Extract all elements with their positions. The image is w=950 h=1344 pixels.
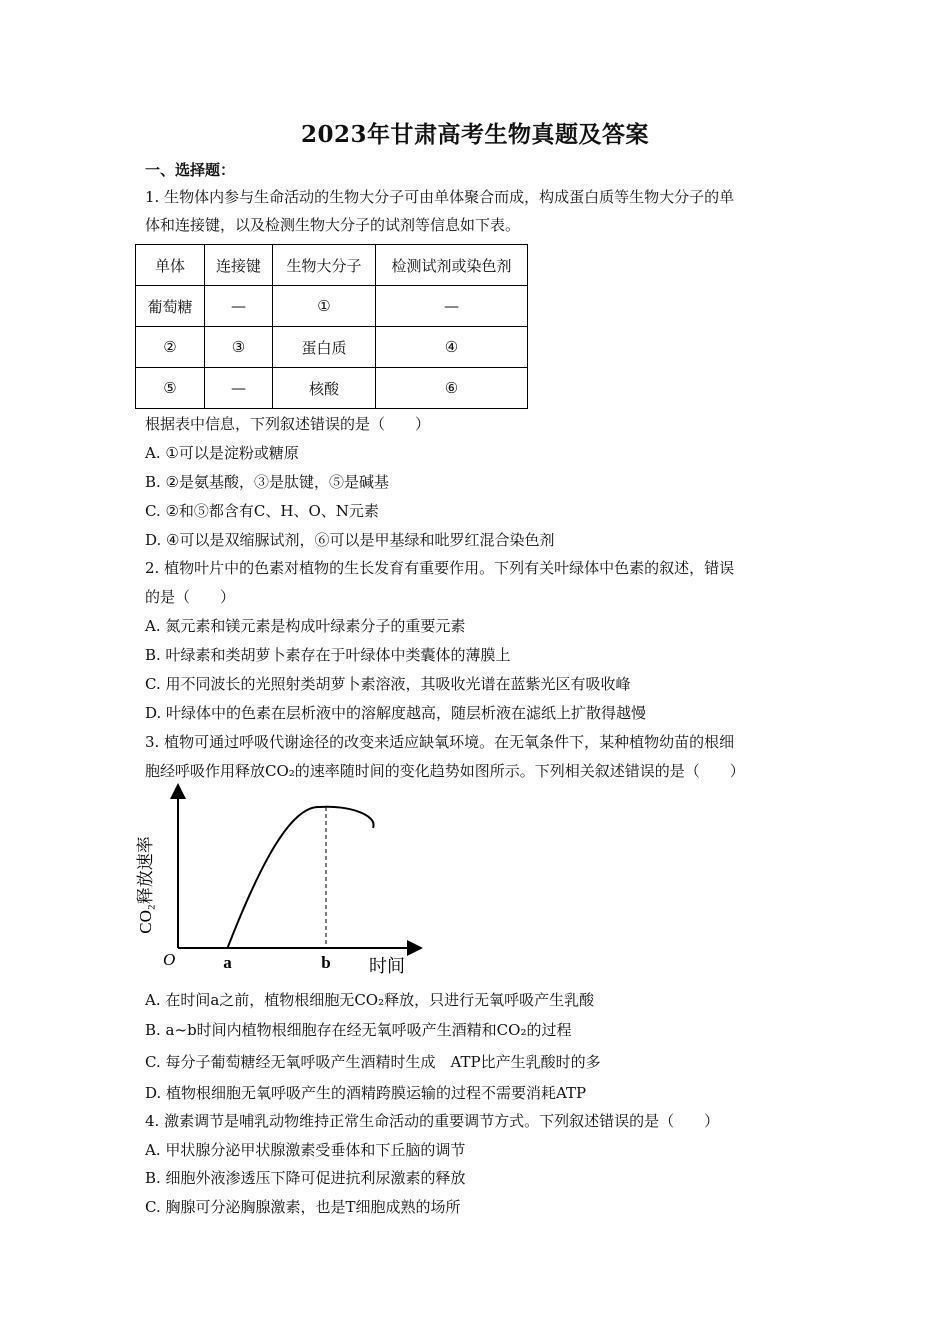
table-cell: 葡萄糖 [136, 286, 205, 327]
q3-stem-line2: 胞经呼吸作用释放CO₂的速率随时间的变化趋势如图所示。下列相关叙述错误的是（ ） [145, 762, 745, 780]
y-axis-label: CO₂释放速率 [136, 836, 155, 934]
x-tick-label-a: a [223, 953, 232, 972]
q1-prompt: 根据表中信息，下列叙述错误的是（ ） [145, 415, 431, 433]
table-cell: ④ [376, 327, 528, 368]
q1-table [135, 244, 528, 409]
table-header-cell: 检测试剂或染色剂 [376, 245, 528, 286]
q1-stem-line2: 体和连接键，以及检测生物大分子的试剂等信息如下表。 [145, 216, 521, 234]
page-title: 2023年甘肃高考生物真题及答案 [300, 121, 649, 148]
q3-option-b: B. a~b时间内植物根细胞存在经无氧呼吸产生酒精和CO₂的过程 [145, 1021, 572, 1039]
q1-option-c: C. ②和⑤都含有C、H、O、N元素 [145, 502, 379, 520]
co2-rate-chart [136, 785, 425, 980]
table-header-row [136, 245, 528, 286]
x-axis-label: 时间 [369, 956, 405, 976]
q1-stem-line1: 1. 生物体内参与生命活动的生物大分子可由单体聚合而成，构成蛋白质等生物大分子的单 [145, 188, 735, 206]
table-header-cell: 连接键 [205, 245, 273, 286]
q2-option-c: C. 用不同波长的光照射类胡萝卜素溶液，其吸收光谱在蓝紫光区有吸收峰 [145, 675, 631, 693]
table-row [136, 368, 528, 409]
table-cell: — [205, 286, 273, 327]
q3-option-a: A. 在时间a之前，植物根细胞无CO₂释放，只进行无氧呼吸产生乳酸 [145, 991, 595, 1009]
q2-stem-line1: 2. 植物叶片中的色素对植物的生长发育有重要作用。下列有关叶绿体中色素的叙述，错误 [145, 559, 735, 577]
q3-option-c: C. 每分子葡萄糖经无氧呼吸产生酒精时生成 ATP比产生乳酸时的多 [145, 1053, 601, 1071]
table-cell: — [205, 368, 273, 409]
q4-option-b: B. 细胞外液渗透压下降可促进抗利尿激素的释放 [145, 1169, 466, 1187]
table-cell: ⑤ [136, 368, 205, 409]
table-cell: ③ [205, 327, 273, 368]
table-cell: ② [136, 327, 205, 368]
table-cell: 蛋白质 [273, 327, 376, 368]
q3-option-d: D. 植物根细胞无氧呼吸产生的酒精跨膜运输的过程不需要消耗ATP [145, 1084, 587, 1102]
q4-option-a: A. 甲状腺分泌甲状腺激素受垂体和下丘脑的调节 [145, 1141, 466, 1159]
q3-stem-line1: 3. 植物可通过呼吸代谢途径的改变来适应缺氧环境。在无氧条件下，某种植物幼苗的根细 [145, 733, 735, 751]
series-line [228, 807, 374, 948]
q4-option-c: C. 胸腺可分泌胸腺激素，也是T细胞成熟的场所 [145, 1198, 461, 1216]
table-row [136, 286, 528, 327]
q1-option-b: B. ②是氨基酸，③是肽键，⑤是碱基 [145, 473, 390, 491]
origin-label: O [163, 950, 176, 969]
q1-option-a: A. ①可以是淀粉或糖原 [145, 444, 299, 462]
q2-option-a: A. 氮元素和镁元素是构成叶绿素分子的重要元素 [145, 617, 466, 635]
table-header-cell: 单体 [136, 245, 205, 286]
q4-stem: 4. 激素调节是哺乳动物维持正常生命活动的重要调节方式。下列叙述错误的是（ ） [145, 1112, 720, 1130]
q2-option-b: B. 叶绿素和类胡萝卜素存在于叶绿体中类囊体的薄膜上 [145, 646, 511, 664]
table-cell: ⑥ [376, 368, 528, 409]
table-cell: ① [273, 286, 376, 327]
x-tick-label-b: b [321, 953, 331, 972]
table-row [136, 327, 528, 368]
q2-stem-line2: 的是（ ） [145, 588, 236, 606]
table-cell: 核酸 [273, 368, 376, 409]
section-heading: 一、选择题： [145, 161, 236, 179]
table-header-cell: 生物大分子 [273, 245, 376, 286]
table-cell: — [376, 286, 528, 327]
q1-option-d: D. ④可以是双缩脲试剂，⑥可以是甲基绿和吡罗红混合染色剂 [145, 531, 555, 549]
q2-option-d: D. 叶绿体中的色素在层析液中的溶解度越高，随层析液在滤纸上扩散得越慢 [145, 704, 647, 722]
